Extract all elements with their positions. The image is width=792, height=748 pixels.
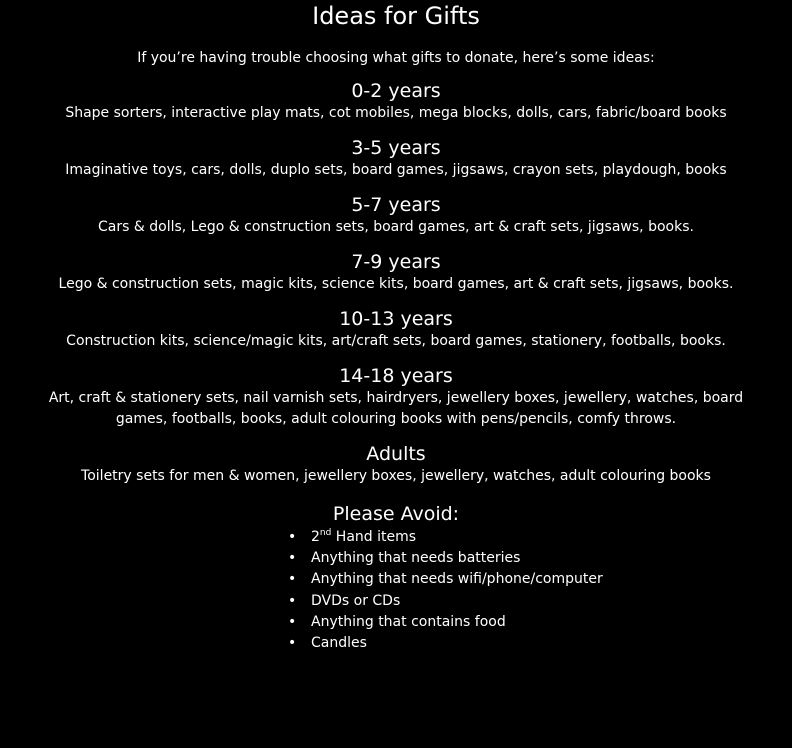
section-heading: 3-5 years bbox=[351, 137, 441, 159]
section-heading: 5-7 years bbox=[351, 194, 441, 216]
section-heading: 14-18 years bbox=[339, 365, 453, 387]
section-body: Toiletry sets for men & women, jewellery boxes, jewellery, watches, adult colouring books bbox=[81, 468, 711, 484]
section-body: Construction kits, science/magic kits, art/craft sets, board games, stationery, footballs, books. bbox=[66, 333, 726, 349]
list-item-text: Hand items bbox=[331, 529, 417, 545]
intro-text: If you’re having trouble choosing what gifts to donate, here’s some ideas: bbox=[137, 50, 655, 66]
section-body: Shape sorters, interactive play mats, cot mobiles, mega blocks, dolls, cars, fabric/board books bbox=[65, 105, 727, 121]
section-body: Cars & dolls, Lego & construction sets, board games, art & craft sets, jigsaws, books. bbox=[98, 219, 694, 235]
list-item-text: Anything that needs wifi/phone/computer bbox=[311, 571, 603, 588]
bullet-icon: • bbox=[288, 635, 297, 652]
list-item-text: DVDs or CDs bbox=[311, 592, 401, 609]
avoid-item-second-hand bbox=[288, 527, 748, 548]
bullet-icon: • bbox=[288, 550, 297, 567]
section-3-5-years bbox=[0, 136, 792, 181]
section-body: Lego & construction sets, magic kits, science kits, board games, art & craft sets, jigsaws, books. bbox=[58, 276, 734, 292]
section-heading: 0-2 years bbox=[351, 80, 441, 102]
bullet-icon: • bbox=[288, 592, 297, 609]
avoid-item-dvds bbox=[288, 591, 748, 612]
avoid-list bbox=[288, 527, 748, 654]
avoid-item-candles bbox=[288, 633, 748, 654]
bullet-icon: • bbox=[288, 613, 297, 630]
bullet-icon: • bbox=[288, 529, 297, 545]
ordinal-suffix: nd bbox=[319, 528, 332, 538]
bullet-icon: • bbox=[288, 571, 297, 588]
section-adults bbox=[0, 442, 792, 487]
section-heading: Adults bbox=[366, 443, 426, 465]
section-heading: 7-9 years bbox=[351, 251, 441, 273]
section-7-9-years bbox=[0, 250, 792, 295]
avoid-item-food bbox=[288, 612, 748, 633]
section-body: Art, craft & stationery sets, nail varnish sets, hairdryers, jewellery boxes, jewellery, watches, board games, footballs, books, adult colouring books with pens/pencils, comfy throws. bbox=[48, 390, 744, 427]
list-item-text: Anything that needs batteries bbox=[311, 550, 521, 567]
section-0-2-years bbox=[0, 79, 792, 124]
section-10-13-years bbox=[0, 307, 792, 352]
avoid-item-batteries bbox=[288, 548, 748, 569]
section-5-7-years bbox=[0, 193, 792, 238]
avoid-item-wifi bbox=[288, 569, 748, 590]
list-item-text: Candles bbox=[311, 635, 367, 652]
section-body: Imaginative toys, cars, dolls, duplo sets, board games, jigsaws, crayon sets, playdough, books bbox=[65, 162, 727, 178]
page-title: Ideas for Gifts bbox=[312, 2, 480, 30]
avoid-heading: Please Avoid: bbox=[332, 503, 460, 525]
list-item-text: Anything that contains food bbox=[311, 613, 506, 630]
section-heading: 10-13 years bbox=[339, 308, 453, 330]
ordinal-number: 2 bbox=[311, 529, 320, 545]
section-14-18-years bbox=[0, 364, 792, 430]
